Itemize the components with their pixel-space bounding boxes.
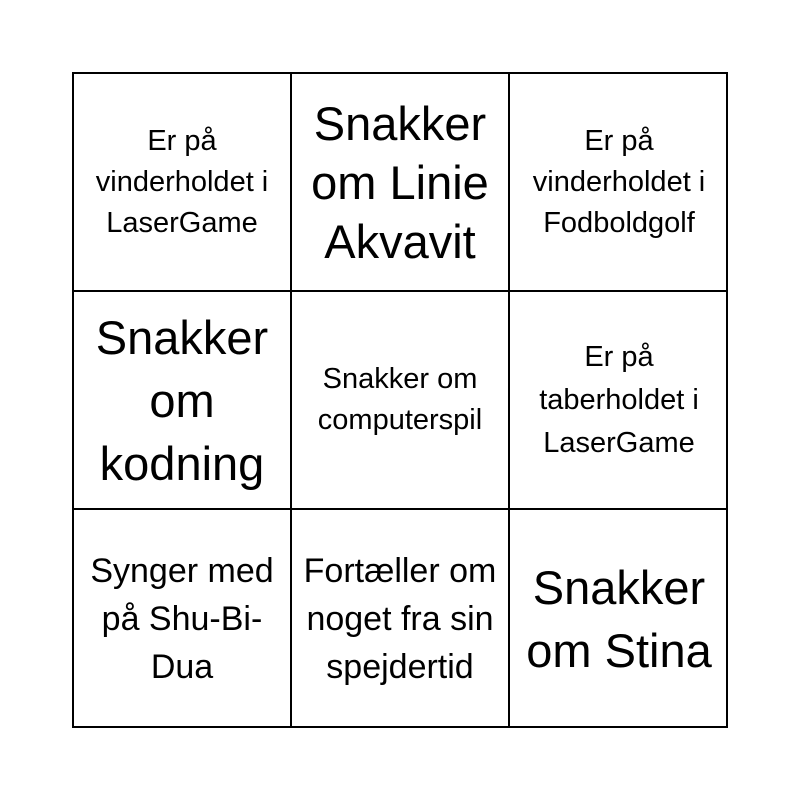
bingo-cell-1[interactable] bbox=[74, 74, 292, 292]
bingo-cell-3[interactable] bbox=[510, 74, 728, 292]
bingo-cell-7[interactable] bbox=[74, 510, 292, 728]
bingo-cell-text: Synger med på Shu-Bi-Dua bbox=[90, 552, 274, 686]
bingo-cell-text: Er på vinderholdet i Fodboldgolf bbox=[532, 124, 706, 239]
bingo-cell-4[interactable] bbox=[74, 292, 292, 510]
bingo-cell-5[interactable] bbox=[292, 292, 510, 510]
bingo-cell-8[interactable] bbox=[292, 510, 510, 728]
bingo-cell-text: Snakker om Stina bbox=[526, 561, 712, 677]
bingo-cell-text: Snakker om Linie Akvavit bbox=[311, 96, 489, 268]
bingo-cell-text: Er på taberholdet i LaserGame bbox=[539, 340, 699, 459]
bingo-board bbox=[72, 72, 728, 728]
bingo-cell-text: Snakker om computerspil bbox=[317, 363, 483, 436]
bingo-cell-2[interactable] bbox=[292, 74, 510, 292]
bingo-cell-6[interactable] bbox=[510, 292, 728, 510]
bingo-cell-text: Snakker om kodning bbox=[95, 310, 269, 490]
bingo-cell-text: Fortæller om noget fra sin spejdertid bbox=[303, 552, 497, 686]
bingo-cell-text: Er på vinderholdet i LaserGame bbox=[95, 124, 269, 239]
bingo-cell-9[interactable] bbox=[510, 510, 728, 728]
